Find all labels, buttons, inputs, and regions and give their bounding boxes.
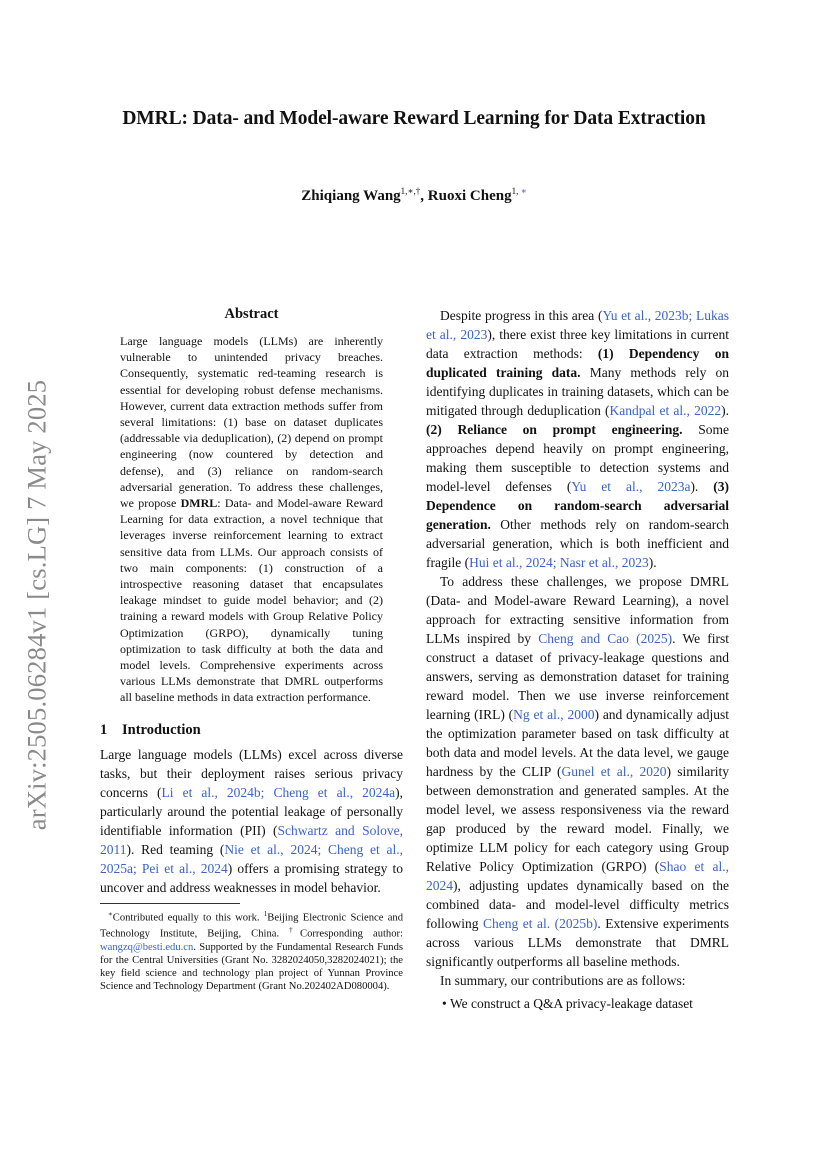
citation-link[interactable]: Shao et al., 2024 (426, 859, 729, 893)
citation-link[interactable]: Kandpal et al., 2022 (609, 403, 722, 418)
citation-link[interactable]: Gunel et al., 2020 (561, 764, 667, 779)
abstract-heading: Abstract (224, 306, 279, 322)
email-link[interactable]: wangzq@besti.edu.cn (100, 941, 194, 953)
section-number: 1 (100, 721, 108, 738)
right-column (426, 306, 729, 1013)
author-affiliation-mark: 1, ∗ (511, 186, 527, 196)
left-column (100, 306, 403, 993)
paragraph: To address these challenges, we propose DMRL (Data- and Model-aware Reward Learning), a novel approach for extracting sensitive information from LLMs inspired by Cheng and Cao (2025). We first construct a dataset of privacy-leakage questions and answers, serving as demonstration dataset for training reward model. Then we use inverse reinforcement learning (IRL) (Ng et al., 2000) and dynamically adjust the optimization parameter based on task difficulty at both data and model levels. At the data level, we gauge hardness by the CLIP (Gunel et al., 2020) similarity between demonstration and generated samples. At the model level, we assess responsiveness via the reward gap produced by the reward model. Finally, we optimize LLM policy for each category using Group Relative Policy Optimization (GRPO) (Shao et al., 2024), adjusting updates dynamically based on the combined data- and model-level difficulty metrics following Cheng et al. (2025b). Extensive experiments across various LLMs demonstrate that DMRL significantly outperforms all baseline methods. (426, 574, 730, 969)
citation-link[interactable]: Yu et al., 2023a (571, 479, 691, 494)
author-affiliation-mark: 1,∗,† (400, 186, 421, 196)
abstract-body: Large language models (LLMs) are inherently vulnerable to unintended privacy breaches. Consequently, systematic red-teaming research is essential for developing robust defense mechanisms. However, current data extraction methods suffer from several limitations: (1) base on dataset duplicates (addressable via deduplication), (2) depend on prompt engineering (now countered by detection and defense), and (3) reliance on random-search adversarial generation. To address these challenges, we propose DMRL: Data- and Model-aware Reward Learning for data extraction, a novel technique that leverages inverse reinforcement learning to extract sensitive data from LLMs. Our approach consists of two main components: (1) construction of a introspective reasoning dataset that encapsulates leakage mindset to guide model behavior; and (2) training a reward models with Group Relative Policy Optimization (GRPO), dynamically tuning optimization to task difficulty at both the data and model levels. Comprehensive experiments across various LLMs demonstrate that DMRL outperforms all baseline methods in data extraction performance. (120, 334, 384, 705)
author-list: Zhiqiang Wang$^{1,∗,\dagger}$, Ruoxi Cheng$^{1, ∗}$ (301, 186, 527, 204)
arxiv-identifier: arXiv:2505.06284v1 [cs.LG] 7 May 2025 (21, 379, 52, 831)
footnote: ∗Contributed equally to this work. $^1$Beijing Electronic Science and Technology Institute, Beijing, China. †Corresponding author: wangzq@besti.edu.cn. Supported by the Fundamental Research Funds for the Central Universities (Grant No. 3282024050,3282024021); the key field science and technology plan project of Yunnan Province Science and Technology Department (Grant No.202402AD080004). (100, 909, 403, 992)
list-item-text: We construct a Q&A privacy-leakage dataset (450, 996, 693, 1011)
footnote-divider (100, 903, 240, 904)
author-name: Zhiqiang Wang (301, 188, 401, 204)
section-heading (100, 722, 403, 739)
citation-link[interactable]: Nie et al., 2024; Cheng et al., 2025a; Pei et al., 2024 (100, 841, 403, 876)
citation-link[interactable]: Cheng and Cao (2025) (538, 631, 673, 646)
paragraph: In summary, our contributions are as follows: (440, 973, 686, 988)
citation-link[interactable]: Cheng et al. (2025b) (483, 916, 598, 931)
arxiv-sidebar (2, 365, 72, 845)
equal-contribution-link[interactable]: ∗ (520, 186, 527, 196)
method-name: DMRL (180, 496, 218, 511)
body-text (426, 306, 729, 1013)
bullet-icon: • (442, 996, 447, 1011)
list-item (426, 994, 729, 1013)
paragraph: Despite progress in this area (Yu et al., 2023b; Lukas et al., 2023), there exist three key limitations in current data extraction methods: (1) Dependency on duplicated training data. Many methods rely on identifying duplicates in training datasets, which can be mitigated through deduplication (Kandpal et al., 2022). (2) Reliance on prompt engineering. Some approaches depend heavily on prompt engineering, making them susceptible to detection systems and model-level defenses (Yu et al., 2023a). (3) Dependence on random-search adversarial generation. Other methods rely on random-search adversarial generation, which is both inefficient and fragile (Hui et al., 2024; Nasr et al., 2023). (426, 308, 730, 570)
section-title: Introduction (122, 721, 201, 738)
citation-link[interactable]: Li et al., 2024b; Cheng et al., 2024a (161, 784, 396, 800)
citation-link[interactable]: Yu et al., 2023b; Lukas et al., 2023 (426, 308, 730, 342)
intro-paragraph: Large language models (LLMs) excel across diverse tasks, but their deployment raises serious privacy concerns (Li et al., 2024b; Cheng et al., 2024a), particularly around the potential leakage of personally identifiable information (PII) (Schwartz and Solove, 2011). Red teaming (Nie et al., 2024; Cheng et al., 2025a; Pei et al., 2024) offers a promising strategy to uncover and address weaknesses in model behavior. (100, 746, 403, 895)
citation-link[interactable]: Hui et al., 2024; Nasr et al., 2023 (469, 555, 649, 570)
citation-link[interactable]: Ng et al., 2000 (513, 707, 595, 722)
paper-title: DMRL: Data- and Model-aware Reward Learning for Data Extraction (122, 108, 706, 129)
citation-link[interactable]: Schwartz and Solove, 2011 (100, 822, 403, 857)
author-name: Ruoxi Cheng (427, 188, 512, 204)
